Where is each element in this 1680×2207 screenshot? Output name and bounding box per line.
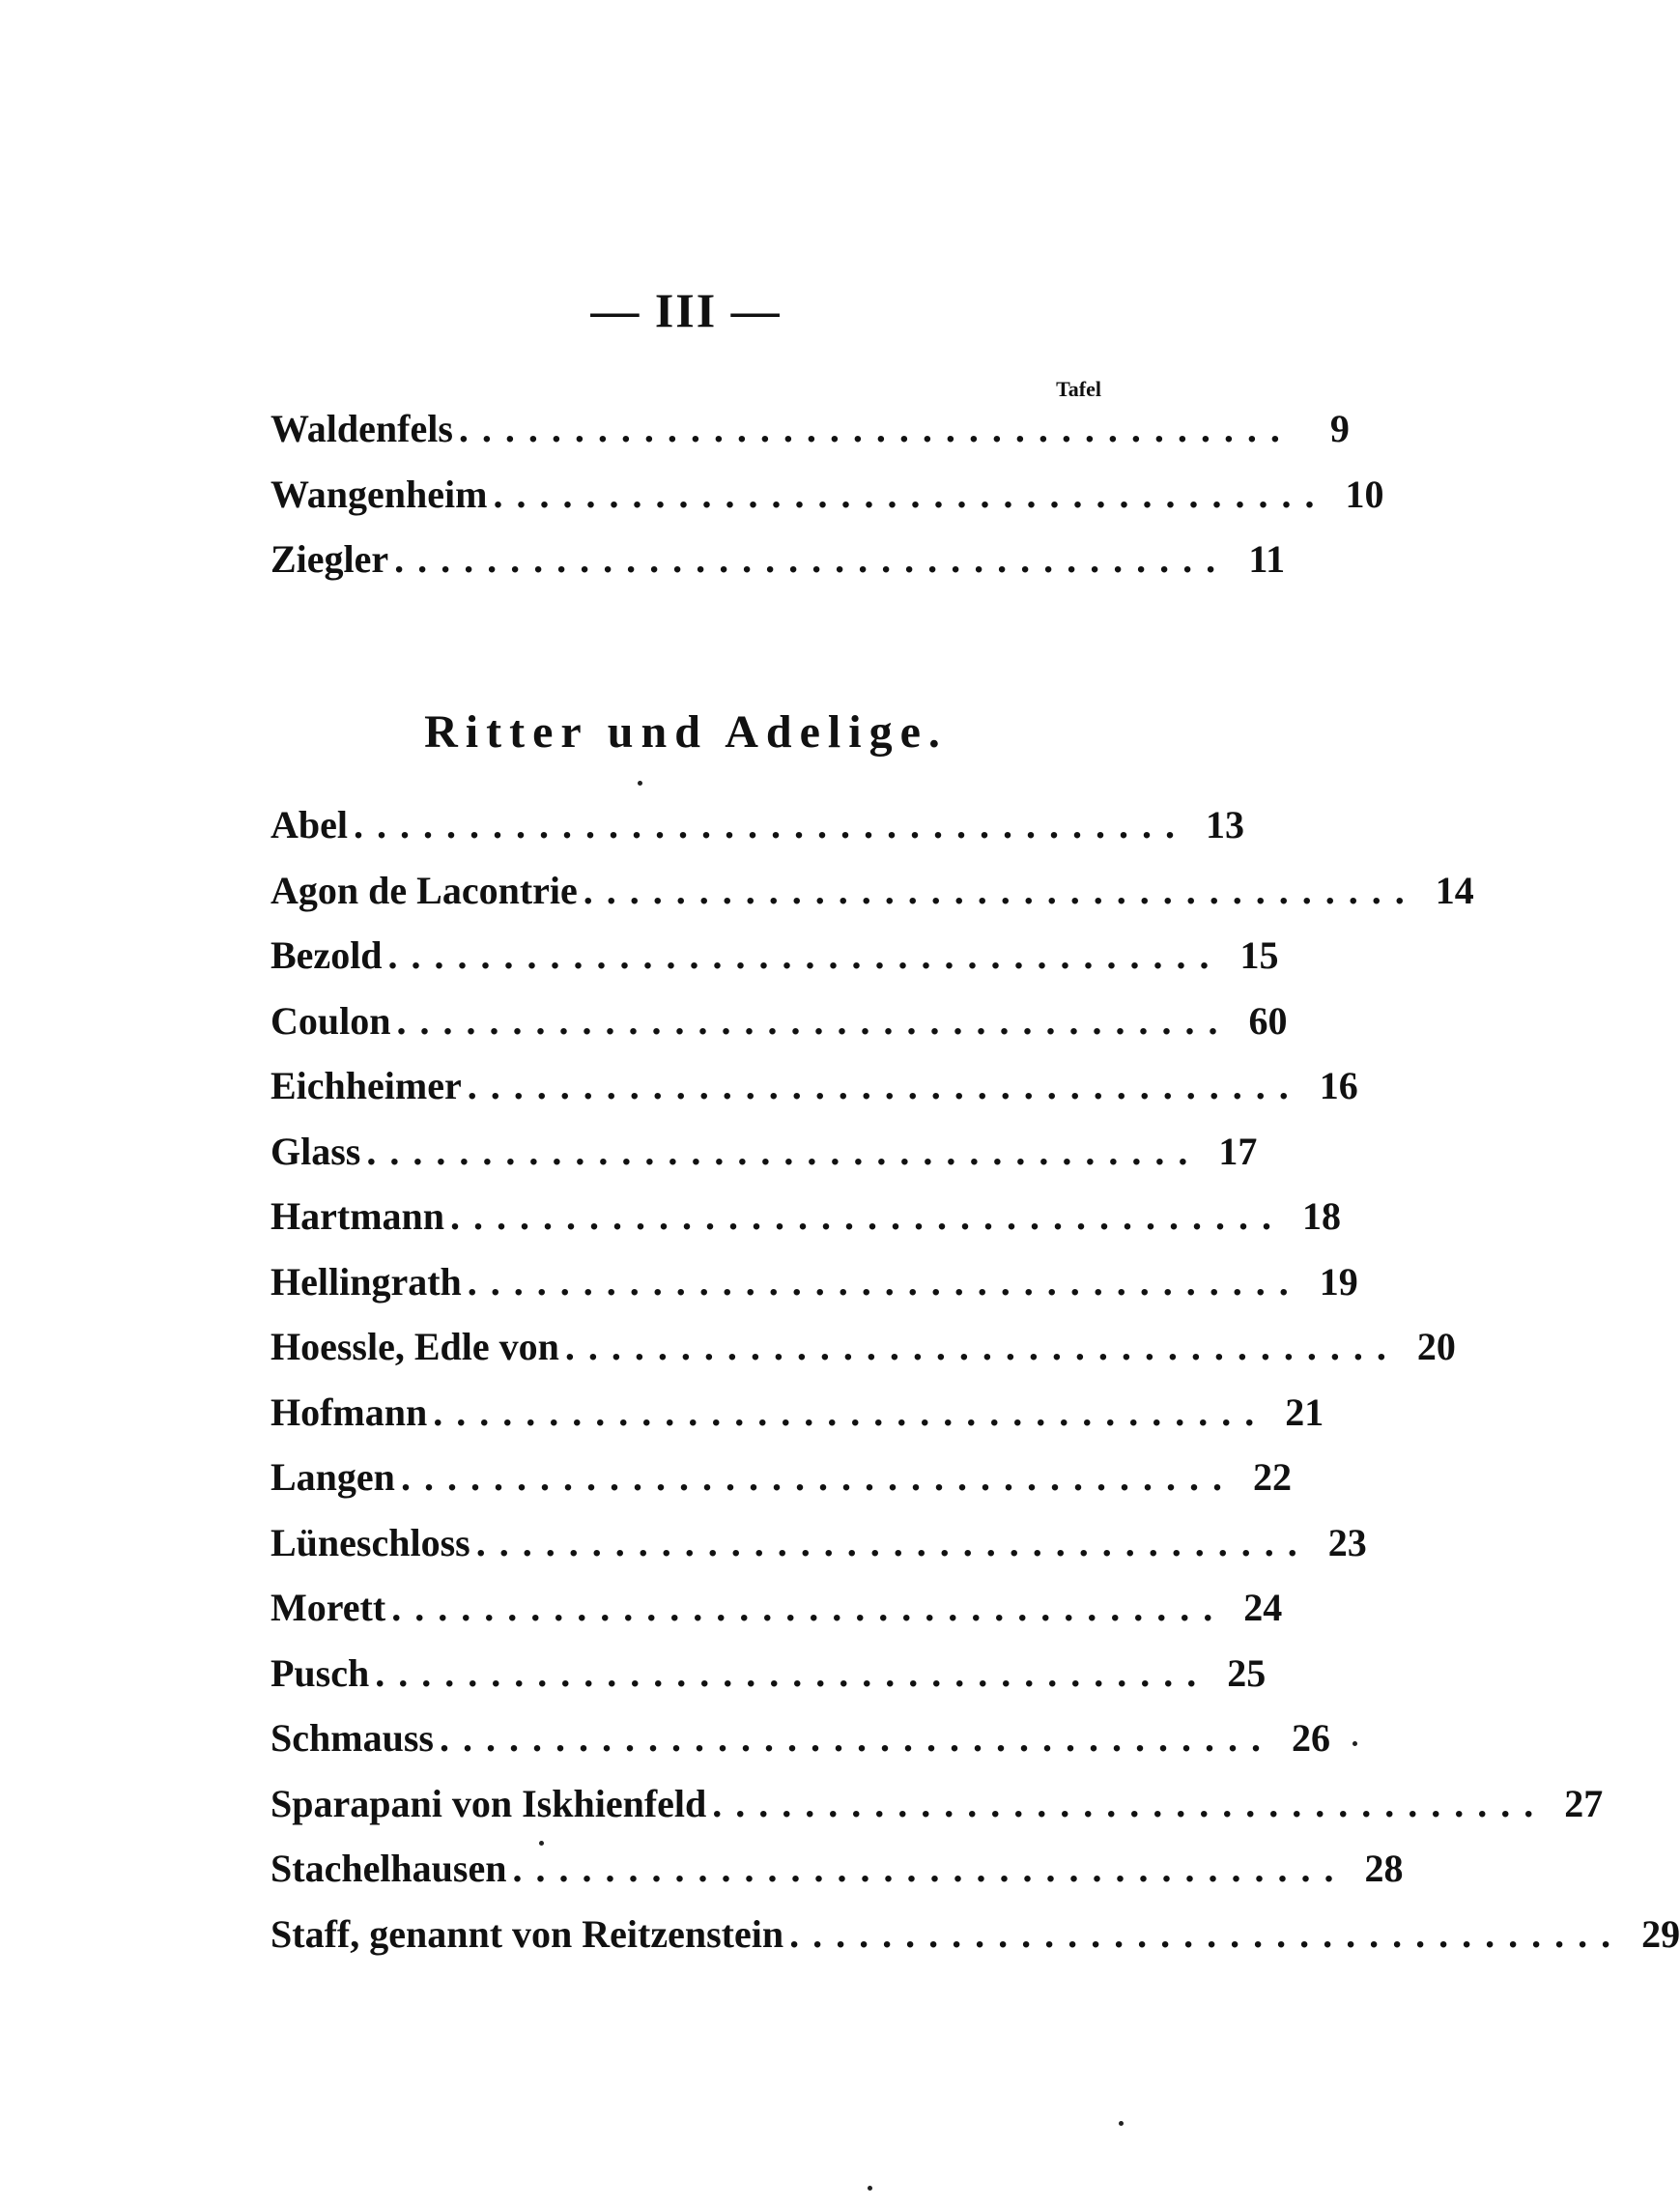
toc-entry: [271, 989, 1288, 1054]
toc-entry: [271, 923, 1279, 989]
section-title: Ritter und Adelige.: [424, 706, 948, 758]
dot-leader: ....................................: [564, 1325, 1400, 1368]
toc-entry-page: 16: [1319, 1064, 1358, 1107]
toc-entry: [271, 1836, 1404, 1902]
toc-entry: [271, 1053, 1358, 1119]
paper-speck: [638, 781, 642, 786]
dot-leader: ....................................: [450, 1194, 1285, 1238]
dot-leader: ....................................: [439, 1716, 1274, 1760]
toc-entry-name: Hoessle, Edle von: [271, 1325, 559, 1368]
toc-entry-name: Abel: [271, 803, 348, 846]
toc-entry: [271, 858, 1474, 924]
dot-leader: ....................................: [400, 1455, 1236, 1499]
toc-entry-name: Pusch: [271, 1650, 370, 1695]
toc-entry: [271, 1641, 1267, 1706]
toc-entry-page: 10: [1345, 472, 1384, 516]
dot-leader: ....................................: [475, 1520, 1311, 1564]
toc-entry-name: Langen: [271, 1455, 395, 1499]
dot-leader: ....................................: [354, 803, 1188, 846]
toc-entry-name: Eichheimer: [271, 1064, 462, 1107]
toc-entry-name: Lüneschloss: [271, 1520, 470, 1564]
dot-leader: ....................................: [512, 1847, 1348, 1890]
toc-entry: [271, 1119, 1258, 1185]
toc-entry-page: 24: [1243, 1586, 1283, 1629]
toc-entry-name: Bezold: [271, 933, 383, 977]
toc-entry-page: 11: [1248, 537, 1286, 581]
toc-entry: [271, 1575, 1283, 1641]
toc-entry-name: Staff, genannt von Reitzenstein: [271, 1911, 784, 1956]
toc-entry-name: Schmauss: [271, 1716, 434, 1760]
toc-entry: [271, 396, 1350, 462]
toc-entry-name: Ziegler: [271, 537, 389, 581]
toc-entry: [271, 1249, 1358, 1315]
toc-entry-page: 17: [1218, 1129, 1258, 1173]
toc-entry-name: Agon de Lacontrie: [271, 868, 578, 912]
dot-leader: ....................................: [789, 1911, 1625, 1956]
toc-entry: [271, 1314, 1456, 1380]
toc-entry-page: 22: [1252, 1455, 1292, 1499]
toc-entry: [271, 1705, 1330, 1771]
toc-entry: [271, 1902, 1680, 1967]
paper-speck: [1119, 2121, 1124, 2126]
toc-entry: [271, 1184, 1341, 1249]
dot-leader: ....................................: [433, 1390, 1268, 1434]
paper-speck: [1353, 1741, 1357, 1746]
toc-list-main: [271, 792, 1680, 1966]
toc-entry-page: 25: [1227, 1650, 1267, 1695]
dot-leader: ....................................: [458, 407, 1294, 450]
dot-leader: ....................................: [375, 1650, 1210, 1695]
toc-entry-name: Wangenheim: [271, 472, 488, 516]
toc-entry-name: Waldenfels: [271, 407, 453, 450]
dot-leader: ....................................: [391, 1586, 1227, 1629]
paper-speck: [539, 1841, 544, 1846]
toc-entry-name: Glass: [271, 1129, 361, 1173]
toc-list-top: [271, 396, 1384, 592]
dot-leader: ....................................: [387, 933, 1223, 977]
toc-entry: [271, 462, 1384, 528]
toc-entry-name: Stachelhausen: [271, 1847, 507, 1890]
toc-entry-page: 20: [1416, 1325, 1456, 1368]
dot-leader: ....................................: [467, 1259, 1302, 1304]
toc-entry-page: 26: [1291, 1716, 1330, 1760]
toc-entry-page: 19: [1319, 1259, 1358, 1304]
column-header-tafel: Tafel: [1056, 377, 1101, 401]
dot-leader: ....................................: [366, 1129, 1202, 1173]
toc-entry: [271, 1380, 1324, 1446]
toc-entry-page: 21: [1285, 1390, 1324, 1434]
toc-entry-name: Hellingrath: [271, 1259, 462, 1304]
toc-entry-name: Morett: [271, 1586, 386, 1629]
dot-leader: ....................................: [583, 868, 1418, 912]
toc-entry-page: 23: [1327, 1520, 1367, 1564]
toc-entry-page: 9: [1329, 407, 1350, 450]
toc-entry-name: Hartmann: [271, 1194, 444, 1238]
toc-entry: [271, 1771, 1604, 1837]
paper-speck: [868, 2186, 872, 2191]
toc-entry: [271, 1510, 1367, 1576]
page-number: — III —: [590, 283, 782, 337]
dot-leader: ....................................: [493, 472, 1328, 516]
dot-leader: ....................................: [396, 998, 1232, 1043]
toc-entry-page: 29: [1641, 1911, 1680, 1956]
dot-leader: ....................................: [712, 1781, 1548, 1825]
toc-entry-name: Coulon: [271, 998, 391, 1043]
toc-entry-page: 60: [1248, 998, 1288, 1043]
toc-entry-page: 15: [1239, 933, 1279, 977]
dot-leader: ....................................: [467, 1064, 1302, 1107]
toc-entry-page: 28: [1364, 1847, 1404, 1890]
toc-entry-page: 18: [1302, 1194, 1341, 1238]
toc-entry-name: Sparapani von Iskhienfeld: [271, 1781, 707, 1825]
toc-entry-page: 27: [1564, 1781, 1604, 1825]
toc-entry: [271, 792, 1244, 858]
toc-entry-page: 13: [1206, 803, 1244, 846]
toc-entry: [271, 1445, 1292, 1510]
toc-entry-name: Hofmann: [271, 1390, 428, 1434]
toc-entry: [271, 527, 1286, 592]
toc-entry-page: 14: [1435, 868, 1474, 912]
dot-leader: ....................................: [394, 537, 1230, 581]
